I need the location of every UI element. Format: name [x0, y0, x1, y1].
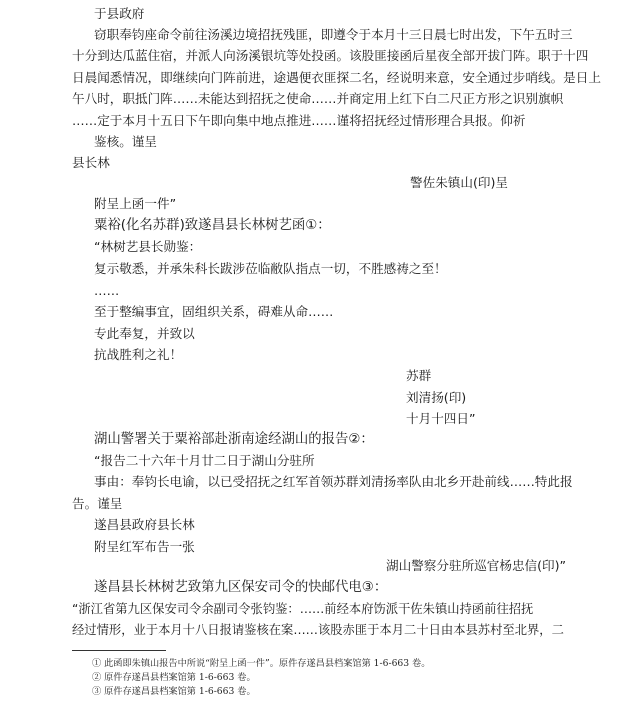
section-heading: 粟裕(化名苏群)致遂昌县长林树艺函①： [94, 217, 331, 233]
text-line-attachment: 附呈上函一件” [94, 196, 177, 212]
text-line-report-body: 告。谨呈 [72, 495, 123, 511]
text-line-report-body: 十分到达瓜蓝住宿，并派人向汤溪银坑等处投函。该股匪接函后星夜全部开拔门阵。职于十四 [72, 48, 589, 64]
text-line-signature: 湖山警察分驻所巡官杨忠信(印)” [386, 558, 567, 574]
text-line-signature: 苏群 [406, 368, 432, 384]
text-line-report-body: 日晨闻悉情况，即继续向门阵前进，途遇便衣匪探二名，经说明来意，安全通过步哨线。是日上 [72, 69, 601, 85]
footnote-2: ② 原件存遂昌县档案馆第 1-6-663 卷。 [92, 672, 256, 683]
text-line-letter-body: 复示敬悉，并承朱科长跋涉莅临敝队指点一切，不胜感祷之至！ [94, 261, 447, 277]
section-heading: 遂昌县长林树艺致第九区保安司令的快邮代电③： [94, 579, 388, 595]
section-heading: 湖山警署关于粟裕部赴浙南途经湖山的报告②： [94, 431, 374, 447]
footnote-divider [72, 650, 166, 651]
text-line-ellipsis: …… [94, 282, 120, 298]
text-line-addressee: 县长林 [72, 155, 110, 171]
text-line-report-body: 事由：奉钧长电谕，以已受招抚之红军首领苏群刘清扬率队由北乡开赴前线……特此报 [94, 474, 573, 490]
text-line-report-body: 窃职奉钧座命令前往汤溪边境招抚残匪，即遵令于本月十三日晨七时出发，下午五时三 [94, 27, 573, 42]
text-line-date: 十月十四日” [406, 411, 476, 427]
footnote-1: ① 此函即朱镇山报告中所说“附呈上函一件”。原件存遂昌县档案馆第 1-6-663 卷。 [92, 658, 431, 669]
text-line-attachment: 附呈红军布告一张 [94, 538, 195, 554]
text-line-letter-body: 至于整编事宜，固组织关系，碍难从命…… [94, 304, 334, 320]
text-line-report-heading: “报告二十六年十月廿二日于湖山分驻所 [94, 453, 315, 468]
text-line-salutation: 于县政府 [94, 5, 145, 21]
text-line-letter-salutation: “林树艺县长勋鉴： [94, 239, 202, 255]
text-line-telegram-body: “浙江省第九区保安司令余副司令张钧鉴：……前经本府饬派干佐朱镇山持函前往招抚 [72, 601, 534, 616]
text-line-closing: 鉴核。谨呈 [94, 134, 157, 149]
text-line-telegram-body: 经过情形，业于本月十八日报请鉴核在案……该股赤匪于本月二十日由本县苏村至北界，二 [72, 623, 564, 638]
text-line-addressee: 遂昌县政府县长林 [94, 517, 195, 533]
text-line-signature: 刘清扬(印) [406, 389, 467, 405]
text-line-letter-body: 抗战胜利之礼！ [94, 347, 183, 362]
text-line-letter-body: 专此奉复，并致以 [94, 325, 195, 341]
footnote-3: ③ 原件存遂昌县档案馆第 1-6-663 卷。 [92, 686, 256, 697]
text-line-signature: 警佐朱镇山(印)呈 [410, 174, 508, 190]
text-line-report-body: ……定于本月十五日下午即向集中地点推进……谨将招抚经过情形理合具报。仰祈 [72, 112, 526, 128]
text-line-report-body: 午八时，职抵门阵……未能达到招抚之使命……并商定用上红下白二尺正方形之识别旗帜 [72, 91, 564, 107]
